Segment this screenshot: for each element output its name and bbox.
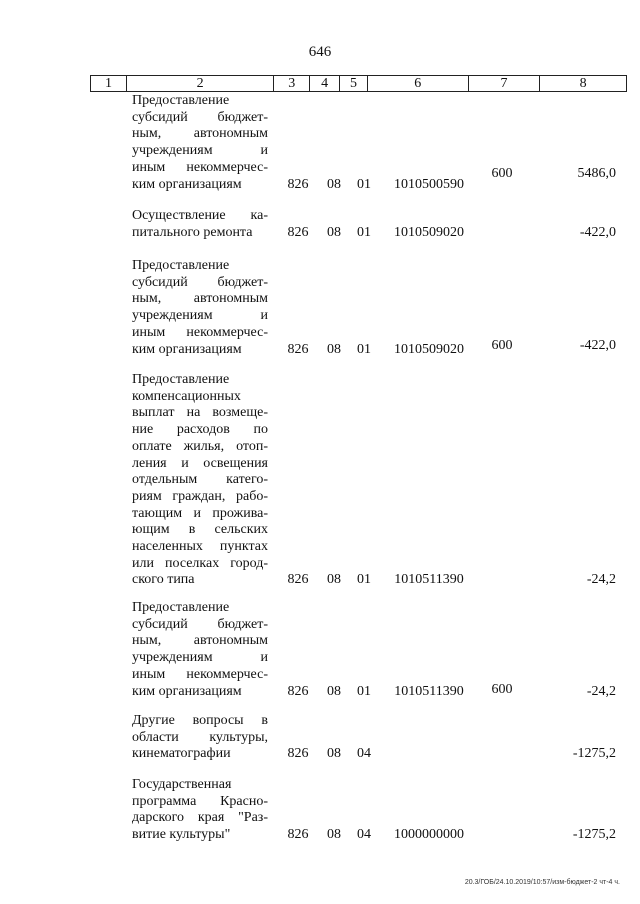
cell-c7: 600: [491, 337, 513, 353]
cell-c4: 08: [327, 827, 341, 843]
header-cell-3: 3: [274, 76, 310, 91]
description-line: компенсационных: [132, 388, 241, 404]
row-description: [132, 93, 268, 193]
table-header-row: [90, 75, 627, 92]
description-line: иным некоммерчес-: [132, 324, 268, 340]
row-description: [132, 777, 268, 844]
header-cell-1: 1: [91, 76, 127, 91]
cell-c3: 826: [287, 827, 309, 843]
cell-c4: 08: [327, 572, 341, 588]
description-line: Предоставление: [132, 93, 230, 108]
description-line: тающим и прожива-: [132, 505, 268, 521]
cell-c8: -1275,2: [572, 746, 616, 762]
description-line: выплат на возмеще-: [132, 405, 268, 421]
description-line: субсидий бюджет-: [132, 274, 268, 290]
description-line: ние расходов по: [132, 422, 268, 438]
description-line: ского типа: [132, 572, 195, 588]
description-line: ким организациям: [132, 176, 242, 192]
description-line: ким организациям: [132, 683, 242, 699]
description-line: риям граждан, рабо-: [132, 488, 268, 504]
cell-c4: 08: [327, 224, 341, 240]
row-description: [132, 208, 268, 241]
cell-c6: 1010500590: [394, 176, 464, 192]
description-line: иным некоммерчес-: [132, 159, 268, 175]
footer-note: 20.3/ГОБ/24.10.2019/10:57/изм-бюджет-2 чт-4 ч.: [464, 879, 620, 886]
description-line: ющим в сельских: [132, 522, 268, 538]
cell-c6: 1010511390: [394, 572, 464, 588]
cell-c5: 04: [357, 746, 371, 762]
cell-c8: 5486,0: [577, 165, 616, 181]
description-line: питального ремонта: [132, 224, 253, 240]
cell-c5: 04: [357, 827, 371, 843]
cell-c8: -1275,2: [572, 827, 616, 843]
cell-c3: 826: [287, 224, 309, 240]
cell-c5: 01: [357, 572, 371, 588]
page-number: 646: [308, 44, 332, 60]
description-line: населенных пунктах: [132, 539, 268, 555]
cell-c5: 01: [357, 683, 371, 699]
description-line: ким организациям: [132, 341, 242, 357]
description-line: оплате жилья, отоп-: [132, 438, 268, 454]
cell-c6: 1000000000: [394, 827, 464, 843]
cell-c6: 1010509020: [394, 341, 464, 357]
cell-c5: 01: [357, 341, 371, 357]
description-line: учреждениям и: [132, 308, 268, 324]
description-line: субсидий бюджет-: [132, 616, 268, 632]
header-cell-5: 5: [340, 76, 368, 91]
cell-c8: -422,0: [579, 337, 616, 353]
cell-c8: -24,2: [586, 683, 616, 699]
description-line: учреждениям и: [132, 650, 268, 666]
description-line: Другие вопросы в: [132, 713, 268, 728]
description-line: области культуры,: [132, 729, 268, 745]
description-line: ным, автономным: [132, 126, 268, 142]
description-line: отдельным катего-: [132, 472, 268, 488]
cell-c3: 826: [287, 683, 309, 699]
cell-c4: 08: [327, 176, 341, 192]
description-line: витие культуры": [132, 827, 231, 843]
description-line: субсидий бюджет-: [132, 109, 268, 125]
header-cell-2: 2: [127, 76, 274, 91]
header-cell-7: 7: [469, 76, 541, 91]
description-line: кинематографии: [132, 746, 231, 762]
row-description: [132, 258, 268, 358]
cell-c3: 826: [287, 176, 309, 192]
cell-c4: 08: [327, 746, 341, 762]
row-description: [132, 713, 268, 763]
description-line: ным, автономным: [132, 291, 268, 307]
cell-c4: 08: [327, 683, 341, 699]
description-line: ным, автономным: [132, 633, 268, 649]
row-description: [132, 372, 268, 589]
description-line: Предоставление: [132, 372, 230, 387]
header-cell-4: 4: [310, 76, 340, 91]
cell-c6: 1010509020: [394, 224, 464, 240]
header-cell-8: 8: [579, 76, 587, 91]
description-line: Предоставление: [132, 600, 230, 615]
description-line: Государственная: [132, 777, 232, 792]
description-line: Предоставление: [132, 258, 230, 273]
description-line: программа Красно-: [132, 793, 268, 809]
cell-c8: -422,0: [579, 224, 616, 240]
cell-c4: 08: [327, 341, 341, 357]
description-line: иным некоммерчес-: [132, 666, 268, 682]
description-line: дарского края "Раз-: [132, 810, 268, 826]
description-line: учреждениям и: [132, 143, 268, 159]
header-cell-6: 6: [368, 76, 469, 91]
description-line: ления и освещения: [132, 455, 268, 471]
cell-c6: 1010511390: [394, 683, 464, 699]
cell-c5: 01: [357, 176, 371, 192]
cell-c5: 01: [357, 224, 371, 240]
row-description: [132, 600, 268, 700]
cell-c3: 826: [287, 572, 309, 588]
cell-c3: 826: [287, 746, 309, 762]
cell-c7: 600: [491, 165, 513, 181]
description-line: или поселках город-: [132, 555, 268, 571]
description-line: Осуществление ка-: [132, 208, 268, 223]
cell-c8: -24,2: [586, 572, 616, 588]
cell-c3: 826: [287, 341, 309, 357]
cell-c7: 600: [491, 681, 513, 697]
